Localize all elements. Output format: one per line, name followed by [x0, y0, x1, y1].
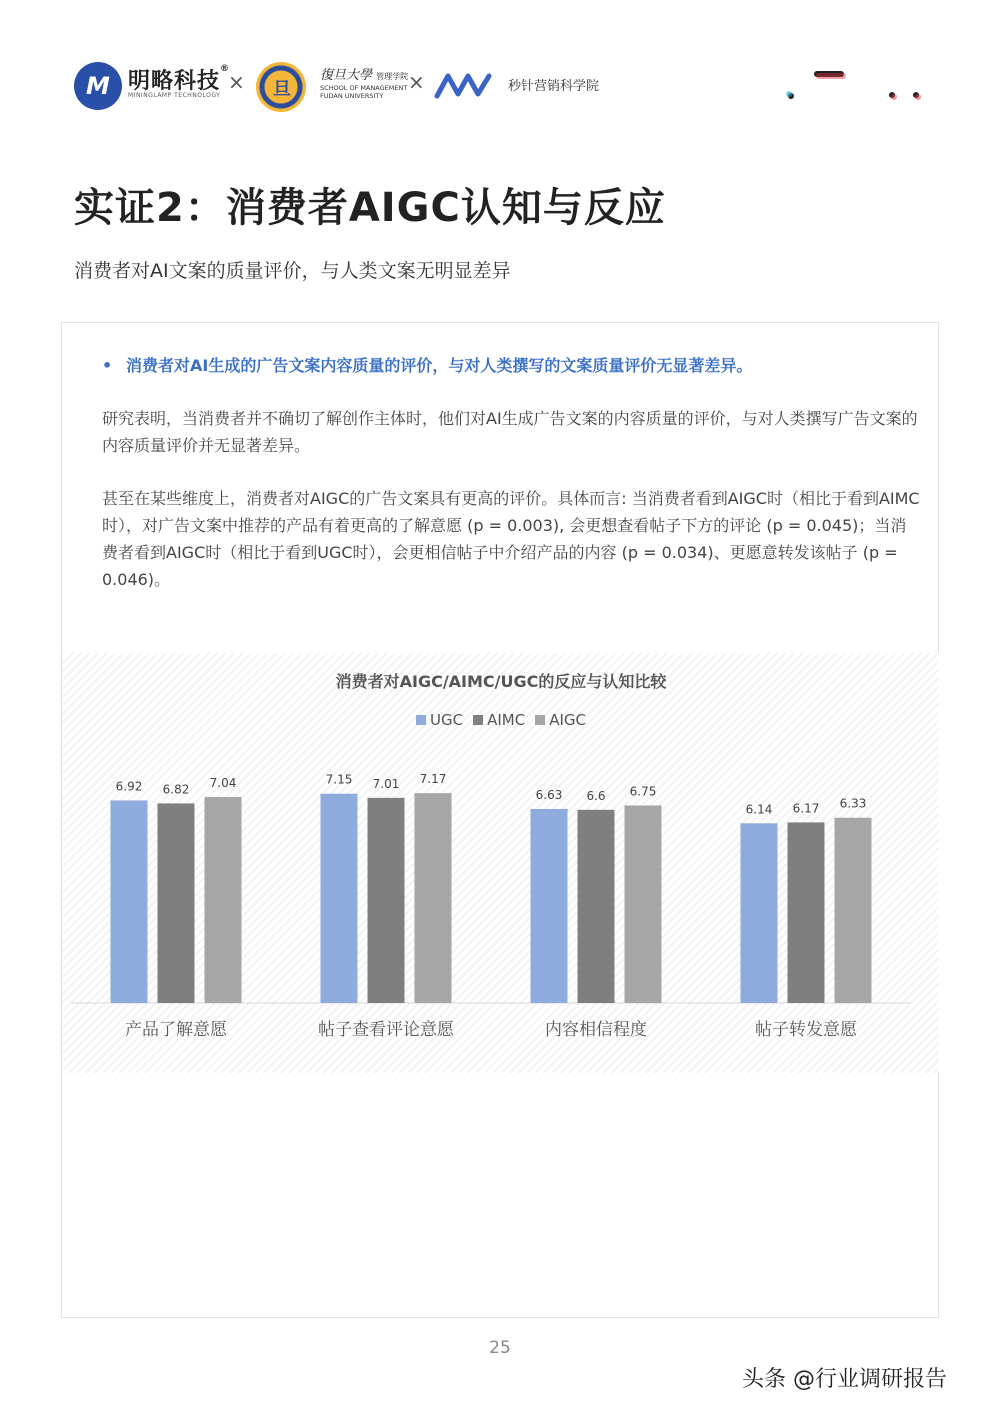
data-label-aigc-1: 7.17	[419, 772, 447, 787]
data-label-aigc-0: 7.04	[209, 775, 237, 790]
paragraph-details: 甚至在某些维度上，消费者对AIGC的广告文案具有更高的评价。具体而言: 当消费者看到AIGC时（相比于看到AIMC时），对广告文案中推荐的产品有着更高的了解意愿 (p = 0.003), 会更想查看帖子下方的评论 (p = 0.045)；当消费者看到AIGC时（相比于看到UGC时），会更相信帖子中介绍产品的内容 (p = 0.034)、更愿意转发该帖子 (p = 0.046)。	[102, 489, 920, 589]
bar-ugc-2	[531, 809, 568, 1003]
chart-panel	[63, 653, 939, 1073]
page-subtitle: 消费者对AI文案的质量评价，与人类文案无明显差异	[74, 260, 511, 282]
bar-aigc-0	[205, 797, 242, 1003]
page-title: 实证2：消费者AIGC认知与反应	[74, 185, 666, 231]
times-separator-1: ×	[228, 70, 245, 94]
fudan-seal-icon: 旦	[256, 62, 306, 112]
bar-aimc-1	[368, 798, 405, 1003]
chart-title: 消费者对AIGC/AIMC/UGC的反应与认知比较	[335, 672, 667, 691]
data-label-aimc-0: 6.82	[162, 782, 190, 797]
content-card	[61, 322, 939, 1318]
bar-aimc-2	[578, 810, 615, 1003]
legend-label: AIMC	[487, 711, 526, 729]
mininglamp-name: 明略科技®	[128, 64, 231, 94]
data-label-aimc-2: 6.6	[586, 788, 606, 803]
miaozhen-name: 秒针营销科学院	[508, 79, 600, 94]
key-finding-bullet: • 消费者对AI生成的广告文案内容质量的评价，与对人类撰写的文案质量评价无显著差异。	[102, 356, 753, 375]
legend-label: UGC	[430, 711, 464, 729]
category-label-2: 内容相信程度	[545, 1020, 647, 1040]
bar-aigc-3	[835, 818, 872, 1003]
watermark: 头条 @行业调研报告	[742, 1367, 947, 1392]
bar-aigc-2	[625, 805, 662, 1003]
page-number: 25	[489, 1338, 511, 1358]
header-logos	[74, 58, 934, 114]
mininglamp-subtitle: MININGLAMP TECHNOLOGY	[128, 92, 221, 99]
bar-aimc-3	[788, 822, 825, 1003]
bar-ugc-1	[321, 794, 358, 1003]
bar-ugc-0	[111, 800, 148, 1003]
bar-aimc-0	[158, 803, 195, 1003]
bar-chart	[63, 653, 939, 1073]
legend-label: AIGC	[549, 711, 586, 729]
data-label-aimc-3: 6.17	[792, 801, 820, 816]
paragraph-research: 研究表明，当消费者并不确切了解创作主体时，他们对AI生成广告文案的内容质量的评价，与对人类撰写广告文案的内容质量评价并无显著差异。	[102, 409, 918, 455]
bar-aigc-1	[415, 793, 452, 1003]
data-label-ugc-1: 7.15	[325, 772, 353, 787]
data-label-aigc-3: 6.33	[839, 796, 867, 811]
data-label-aigc-2: 6.75	[629, 784, 657, 799]
fudan-english-name: SCHOOL OF MANAGEMENT FUDAN UNIVERSITY	[320, 84, 408, 100]
category-label-1: 帖子查看评论意愿	[318, 1020, 454, 1040]
mininglamp-logo-icon: M	[74, 62, 122, 110]
data-label-ugc-3: 6.14	[745, 802, 773, 817]
data-label-ugc-2: 6.63	[535, 787, 563, 802]
times-separator-2: ×	[408, 70, 425, 94]
miaozhen-logo-icon	[434, 70, 494, 100]
category-label-0: 产品了解意愿	[125, 1020, 227, 1040]
fudan-name: 復旦大學 管理学院	[320, 68, 409, 83]
data-label-ugc-0: 6.92	[115, 779, 143, 794]
bar-ugc-3	[741, 823, 778, 1003]
decorative-dots	[774, 58, 934, 114]
data-label-aimc-1: 7.01	[372, 776, 400, 791]
category-label-3: 帖子转发意愿	[755, 1020, 857, 1040]
